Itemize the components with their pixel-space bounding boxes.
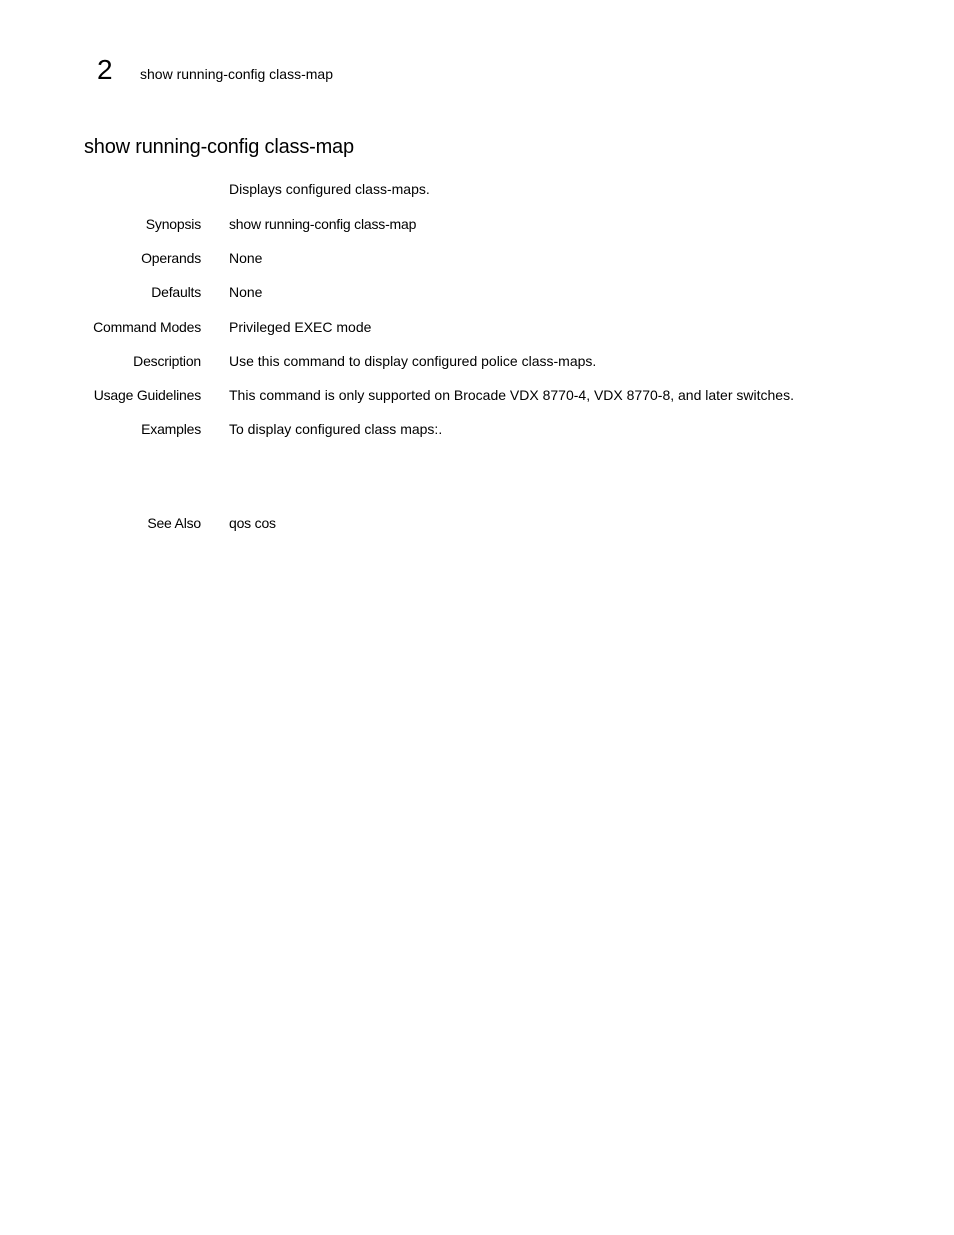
usage-guidelines-label: Usage Guidelines <box>93 387 201 403</box>
see-also-label: See Also <box>147 515 201 531</box>
chapter-number: 2 <box>97 54 113 85</box>
summary-row <box>0 180 954 200</box>
description-label: Description <box>133 353 201 369</box>
synopsis-row <box>0 215 954 235</box>
command-modes-label: Command Modes <box>93 319 201 335</box>
description-row <box>0 352 954 372</box>
defaults-row <box>0 283 954 303</box>
synopsis-value: show running-config class-map <box>229 216 417 232</box>
usage-guidelines-row <box>0 386 954 406</box>
command-modes-row <box>0 318 954 338</box>
usage-guidelines-value: This command is only supported on Brocade VDX 8770-4, VDX 8770-8, and later switches. <box>229 387 794 403</box>
operands-row <box>0 249 954 269</box>
operands-label: Operands <box>141 250 201 266</box>
examples-label: Examples <box>141 421 201 437</box>
description-value: Use this command to display configured police class-maps. <box>229 353 597 369</box>
defaults-label: Defaults <box>151 284 201 300</box>
command-modes-value: Privileged EXEC mode <box>229 319 372 335</box>
running-title: show running-config class-map <box>140 66 333 82</box>
defaults-value: None <box>229 284 263 300</box>
examples-row <box>0 420 954 440</box>
synopsis-label: Synopsis <box>145 216 201 232</box>
operands-value: None <box>229 250 263 266</box>
page-header <box>97 54 333 90</box>
summary-text: Displays configured class-maps. <box>229 181 430 197</box>
examples-value: To display configured class maps:. <box>229 421 443 437</box>
see-also-row <box>0 514 954 534</box>
see-also-link[interactable]: qos cos <box>229 515 276 531</box>
page-title: show running-config class-map <box>84 136 354 158</box>
